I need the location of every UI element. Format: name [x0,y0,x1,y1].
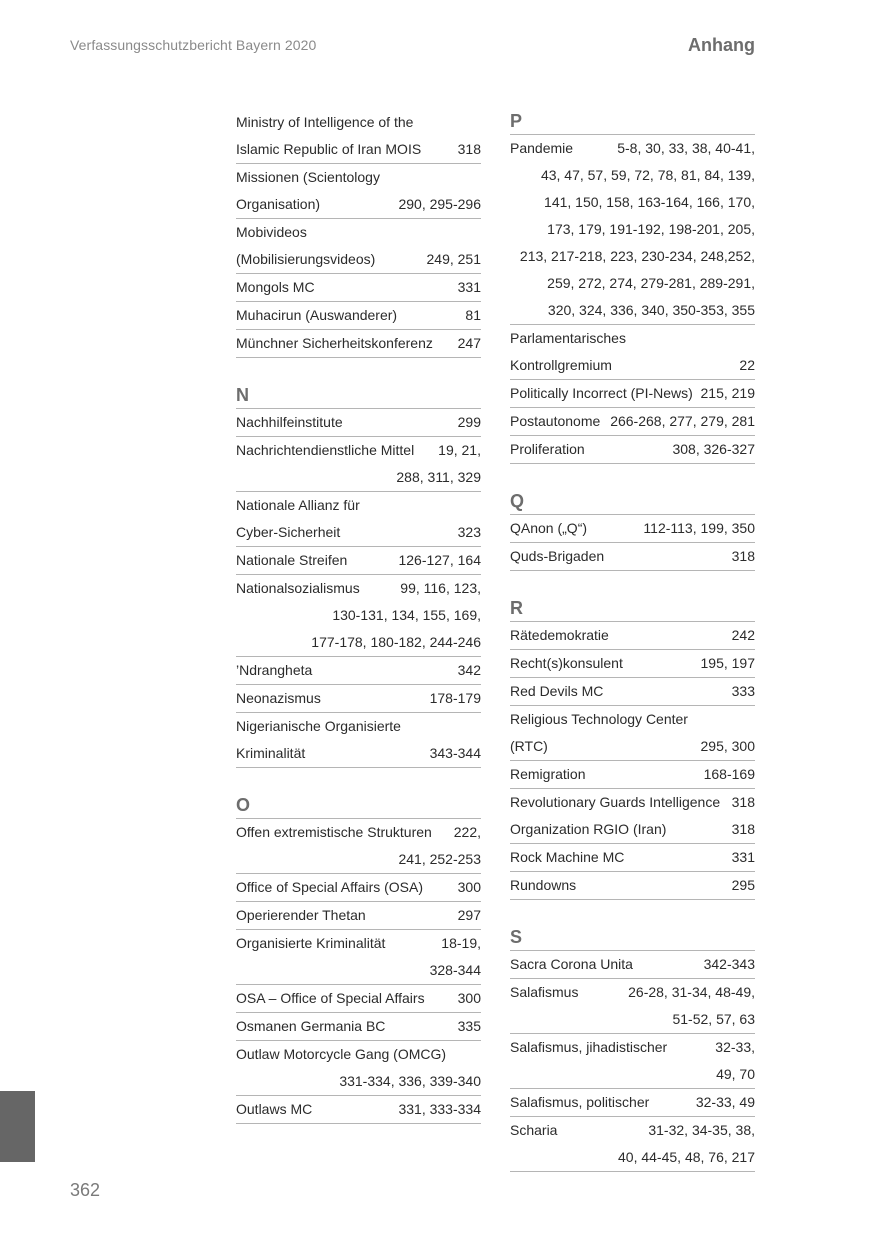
index-entry-line [236,713,481,740]
section-letter-heading: R [510,596,755,622]
index-entry-line [510,761,755,788]
index-section [510,489,755,571]
index-entry [510,380,755,408]
index-entry [236,330,481,358]
index-term: Pandemie [510,140,574,156]
page-references: 318 [457,141,481,157]
index-entry-line [510,352,755,379]
index-term: Münchner Sicherheitskonferenz [236,335,433,351]
index-term: Sacra Corona Unita [510,956,633,972]
index-entry [236,985,481,1013]
index-entry-line [510,135,755,162]
index-entry-line [236,464,481,491]
page-references: 318 [731,794,755,810]
index-entry-line [510,951,755,978]
page-references: 308, 326-327 [672,441,755,457]
index-term: Mongols MC [236,279,315,295]
index-entry [510,1089,755,1117]
page-references: 342-343 [703,956,755,972]
index-section [236,109,481,358]
index-entry-line [236,1096,481,1123]
index-term: Nigerianische Organisierte [236,718,401,734]
page-references: 18-19, [441,935,481,951]
index-entry-line [510,678,755,705]
page-references: 31-32, 34-35, 38, [648,1122,755,1138]
index-entry-line [510,979,755,1006]
index-entry-line [510,1089,755,1116]
page-references: 288, 311, 329 [396,469,481,485]
index-term: Ministry of Intelligence of the [236,114,414,130]
index-entry [236,164,481,219]
page-references: 333 [731,683,755,699]
index-term: Recht(s)konsulent [510,655,623,671]
page-references: 32-33, [715,1039,755,1055]
page-references: 242 [731,627,755,643]
index-entry-line [510,436,755,463]
page-references: 213, 217-218, 223, 230-234, 248,252, [519,248,755,264]
index-entry [236,1041,481,1096]
index-section [510,596,755,900]
index-term: Islamic Republic of Iran MOIS [236,141,422,157]
index-entry [510,408,755,436]
index-term: Neonazismus [236,690,321,706]
page-references: 318 [731,821,755,837]
page-references: 112-113, 199, 350 [643,520,755,536]
index-term: Missionen (Scientology [236,169,380,185]
page-references: 26-28, 31-34, 48-49, [628,984,755,1000]
page-references: 320, 324, 336, 340, 350-353, 355 [547,302,755,318]
index-entry-line [510,844,755,871]
page-references: 295, 300 [700,738,755,754]
page-references: 173, 179, 191-192, 198-201, 205, [547,221,755,237]
index-entry [510,436,755,464]
index-term: Red Devils MC [510,683,604,699]
index-term: Office of Special Affairs (OSA) [236,879,424,895]
page-references: 295 [731,877,755,893]
index-entry [236,713,481,768]
page-references: 290, 295-296 [398,196,481,212]
page-references: 300 [457,879,481,895]
page-references: 168-169 [703,766,755,782]
index-entry [236,219,481,274]
index-entry-line [236,409,481,436]
page-references: 177-178, 180-182, 244-246 [311,634,481,650]
index-entry-line [236,575,481,602]
index-entry [236,274,481,302]
index-entry-line [510,543,755,570]
index-column-left [236,109,481,1149]
index-term: Religious Technology Center [510,711,688,727]
page-references: 335 [457,1018,481,1034]
page-references: 126-127, 164 [398,552,481,568]
index-term: Nachrichtendienstliche Mittel [236,442,415,458]
page-references: 247 [457,335,481,351]
index-entry [236,1096,481,1124]
index-entry [236,437,481,492]
page-references: 5-8, 30, 33, 38, 40-41, [617,140,755,156]
index-entry-line [236,1041,481,1068]
index-term: Postautonome [510,413,601,429]
side-tab-marker [0,1091,35,1162]
section-letter-heading: P [510,109,755,135]
index-entry-line [510,1006,755,1033]
page-references: 259, 272, 274, 279-281, 289-291, [547,275,755,291]
index-entry [510,951,755,979]
index-entry-line [236,547,481,574]
index-term: Scharia [510,1122,558,1138]
index-entry-line [510,1034,755,1061]
index-entry-line [510,622,755,649]
index-entry-line [236,930,481,957]
page-references: 43, 47, 57, 59, 72, 78, 81, 84, 139, [540,167,755,183]
index-entry-line [510,325,755,352]
index-entry-line [510,733,755,760]
index-entry [236,547,481,575]
section-letter-heading: S [510,925,755,951]
page-references: 99, 116, 123, [400,580,481,596]
index-entry [236,409,481,437]
index-term: Outlaws MC [236,1101,313,1117]
page-references: 266-268, 277, 279, 281 [610,413,755,429]
index-entry [236,874,481,902]
section-letter-heading: N [236,383,481,409]
index-term: (RTC) [510,738,548,754]
index-section [510,109,755,464]
index-entry-line [510,1061,755,1088]
running-header-section: Anhang [688,35,755,55]
page-references: 22 [739,357,755,373]
index-term: Organisierte Kriminalität [236,935,386,951]
page-references: 342 [457,662,481,678]
index-entry-line [236,657,481,684]
index-entry-line [236,1013,481,1040]
page-references: 300 [457,990,481,1006]
page-references: 81 [465,307,481,323]
index-entry [510,325,755,380]
index-entry-line [510,1117,755,1144]
page-references: 141, 150, 158, 163-164, 166, 170, [544,194,755,210]
index-term: Organization RGIO (Iran) [510,821,667,837]
index-entry-line [510,408,755,435]
page-references: 331, 333-334 [398,1101,481,1117]
page-number: 362 [70,1180,101,1200]
page-references: 215, 219 [700,385,755,401]
index-term: Outlaw Motorcycle Gang (OMCG) [236,1046,447,1062]
index-entry-line [510,380,755,407]
index-entry-line [236,136,481,163]
index-entry [236,685,481,713]
index-section [236,793,481,1124]
page-references: 32-33, 49 [695,1094,755,1110]
index-term: ’Ndrangheta [236,662,313,678]
page-references: 249, 251 [426,251,481,267]
index-term: Rätedemokratie [510,627,609,643]
index-entry [236,109,481,164]
index-entry [510,543,755,571]
index-section [236,383,481,768]
index-entry-line [236,957,481,984]
index-entry [510,515,755,543]
index-entry [510,872,755,900]
index-term: Muhacirun (Auswanderer) [236,307,398,323]
index-entry-line [236,164,481,191]
page-references: 130-131, 134, 155, 169, [332,607,481,623]
index-entry-line [510,297,755,324]
index-entry [236,302,481,330]
index-entry-line [510,706,755,733]
index-term: Nationale Allianz für [236,497,360,513]
index-term: Rundowns [510,877,577,893]
index-entry-line [236,819,481,846]
page-references: 297 [457,907,481,923]
index-term: Salafismus, jihadistischer [510,1039,668,1055]
page-references: 40, 44-45, 48, 76, 217 [618,1149,755,1165]
running-header-title: Verfassungsschutzbericht Bayern 2020 [70,37,317,53]
index-entry-line [236,246,481,273]
index-term: Offen extremistische Strukturen [236,824,432,840]
page-references: 19, 21, [438,442,481,458]
index-entry [510,706,755,761]
page-references: 343-344 [429,745,481,761]
index-term: (Mobilisierungsvideos) [236,251,376,267]
index-term: Revolutionary Guards Intelligence [510,794,721,810]
index-entry [510,650,755,678]
page-references: 299 [457,414,481,430]
index-term: Quds-Brigaden [510,548,605,564]
index-entry-line [236,740,481,767]
index-entry-line [236,302,481,329]
index-entry [236,1013,481,1041]
index-entry-line [236,274,481,301]
page-references: 222, [453,824,481,840]
index-entry-line [510,650,755,677]
index-entry [510,135,755,325]
index-entry-line [236,519,481,546]
index-entry-line [236,985,481,1012]
index-entry-line [510,243,755,270]
index-term: Organisation) [236,196,321,212]
index-term: Parlamentarisches [510,330,626,346]
section-letter-heading: Q [510,489,755,515]
index-entry-line [510,515,755,542]
index-entry-line [510,216,755,243]
page-references: 328-344 [429,962,481,978]
index-entry-line [236,492,481,519]
page-references: 331 [457,279,481,295]
index-entry-line [236,874,481,901]
index-term: Kontrollgremium [510,357,612,373]
page-references: 51-52, 57, 63 [672,1011,755,1027]
page-references: 318 [731,548,755,564]
index-term: Salafismus, politischer [510,1094,650,1110]
index-entry [510,761,755,789]
index-entry [510,1034,755,1089]
index-entry-line [510,816,755,843]
index-term: QAnon („Q“) [510,520,588,536]
index-entry-line [510,789,755,816]
index-term: Remigration [510,766,586,782]
index-entry [236,657,481,685]
index-term: Proliferation [510,441,585,457]
index-entry [236,575,481,657]
index-entry [510,844,755,872]
index-term: Operierender Thetan [236,907,366,923]
index-entry-line [236,1068,481,1095]
index-column-right [510,109,755,1197]
index-entry [510,979,755,1034]
index-entry-line [236,685,481,712]
index-entry-line [236,437,481,464]
page-references: 178-179 [429,690,481,706]
index-entry [510,622,755,650]
index-term: Rock Machine MC [510,849,625,865]
page-references: 49, 70 [716,1066,755,1082]
index-entry [510,1117,755,1172]
index-entry-line [236,330,481,357]
index-entry [510,789,755,844]
index-entry-line [510,1144,755,1171]
index-entry-line [236,602,481,629]
index-entry [236,492,481,547]
index-term: Nationale Streifen [236,552,348,568]
index-entry-line [236,219,481,246]
index-term: Nachhilfeinstitute [236,414,343,430]
index-entry [510,678,755,706]
index-entry-line [236,109,481,136]
index-entry-line [236,846,481,873]
index-entry [236,902,481,930]
index-term: Nationalsozialismus [236,580,360,596]
page-references: 241, 252-253 [398,851,481,867]
index-entry [236,819,481,874]
page-references: 323 [457,524,481,540]
index-term: Kriminalität [236,745,306,761]
index-entry-line [510,270,755,297]
index-term: Politically Incorrect (PI-News) [510,385,693,401]
index-entry [236,930,481,985]
index-entry-line [510,189,755,216]
index-entry-line [510,162,755,189]
index-entry-line [236,629,481,656]
index-section [510,925,755,1172]
index-term: OSA – Office of Special Affairs [236,990,425,1006]
section-letter-heading: O [236,793,481,819]
index-term: Osmanen Germania BC [236,1018,386,1034]
page-references: 331 [731,849,755,865]
index-term: Cyber-Sicherheit [236,524,341,540]
page-references: 331-334, 336, 339-340 [339,1073,481,1089]
index-entry-line [510,872,755,899]
index-entry-line [236,191,481,218]
index-term: Mobivideos [236,224,307,240]
index-entry-line [236,902,481,929]
index-term: Salafismus [510,984,579,1000]
page-references: 195, 197 [700,655,755,671]
